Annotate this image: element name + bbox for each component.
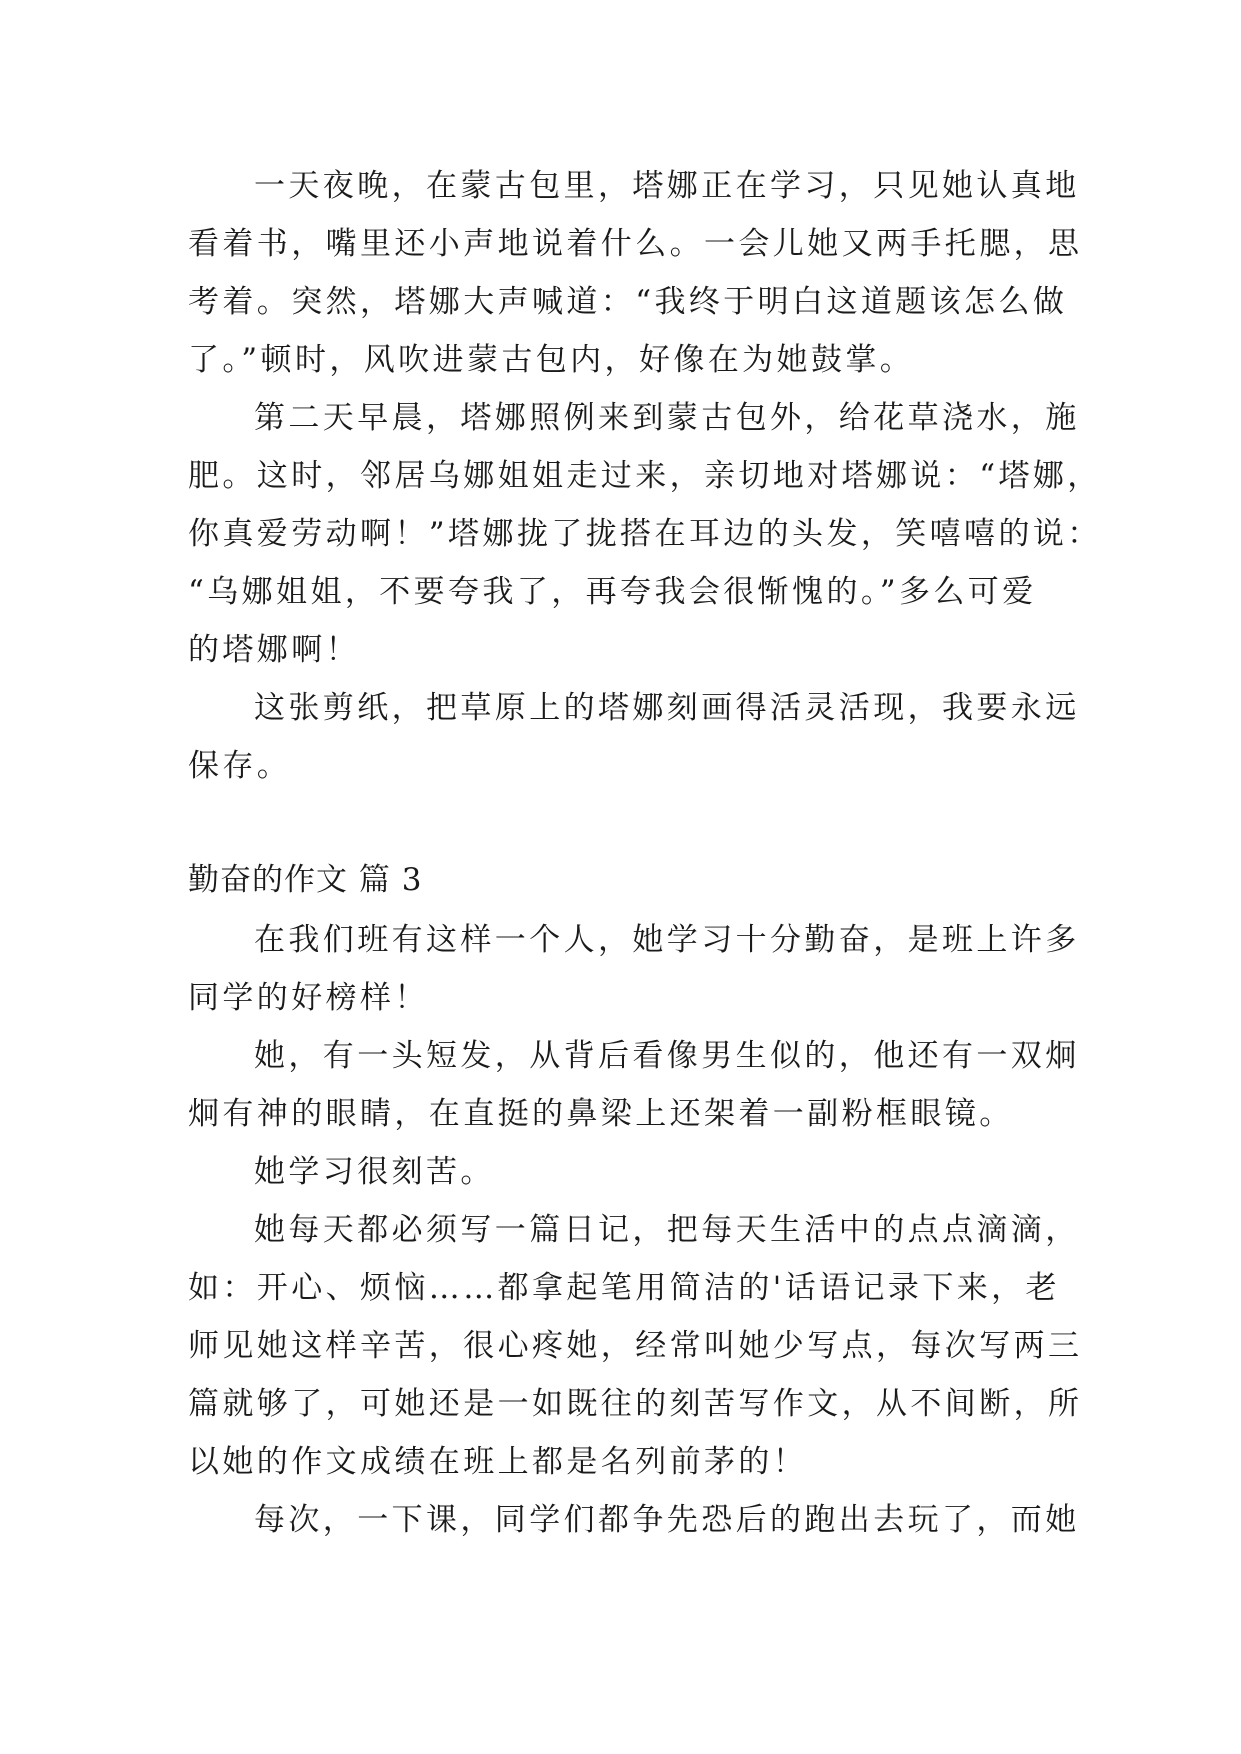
paragraph-line: 第二天早晨，塔娜照例来到蒙古包外，给花草浇水，施 xyxy=(254,400,1080,436)
paragraph-line: 看着书，嘴里还小声地说着什么。一会儿她又两手托腮，思 xyxy=(188,226,1083,262)
paragraph-line: 的塔娜啊！ xyxy=(188,632,360,668)
paragraph-line: 她学习很刻苦。 xyxy=(254,1154,495,1190)
paragraph-line: 一天夜晚，在蒙古包里，塔娜正在学习，只见她认真地 xyxy=(254,168,1080,204)
paragraph-line: 以她的作文成绩在班上都是名列前茅的！ xyxy=(188,1444,808,1480)
paragraph-line: 这张剪纸，把草原上的塔娜刻画得活灵活现，我要永远 xyxy=(254,690,1080,726)
section-title: 勤奋的作文 篇 3 xyxy=(188,862,423,898)
paragraph-line: 她，有一头短发，从背后看像男生似的，他还有一双炯 xyxy=(254,1038,1080,1074)
paragraph-line: 篇就够了，可她还是一如既往的刻苦写作文，从不间断，所 xyxy=(188,1386,1083,1422)
paragraph-line: 炯有神的眼睛，在直挺的鼻梁上还架着一副粉框眼镜。 xyxy=(188,1096,1014,1132)
paragraph-line: 如：开心、烦恼……都拿起笔用简洁的'话语记录下来，老 xyxy=(188,1270,1060,1306)
paragraph-line: 了。”顿时，风吹进蒙古包内，好像在为她鼓掌。 xyxy=(188,342,915,378)
paragraph-line: 在我们班有这样一个人，她学习十分勤奋，是班上许多 xyxy=(254,922,1080,958)
paragraph-line: 同学的好榜样！ xyxy=(188,980,429,1016)
paragraph-line: 她每天都必须写一篇日记，把每天生活中的点点滴滴， xyxy=(254,1212,1080,1248)
paragraph-line: 每次，一下课，同学们都争先恐后的跑出去玩了，而她 xyxy=(254,1502,1080,1538)
paragraph-line: 保存。 xyxy=(188,748,292,784)
paragraph-line: 考着。突然，塔娜大声喊道：“我终于明白这道题该怎么做 xyxy=(188,284,1068,320)
paragraph-line: 你真爱劳动啊！”塔娜拢了拢搭在耳边的头发，笑嘻嘻的说： xyxy=(188,516,1102,552)
paragraph-line: “乌娜姐姐，不要夸我了，再夸我会很惭愧的。”多么可爱 xyxy=(188,574,1037,610)
paragraph-line: 肥。这时，邻居乌娜姐姐走过来，亲切地对塔娜说：“塔娜， xyxy=(188,458,1102,494)
paragraph-line: 师见她这样辛苦，很心疼她，经常叫她少写点，每次写两三 xyxy=(188,1328,1083,1364)
